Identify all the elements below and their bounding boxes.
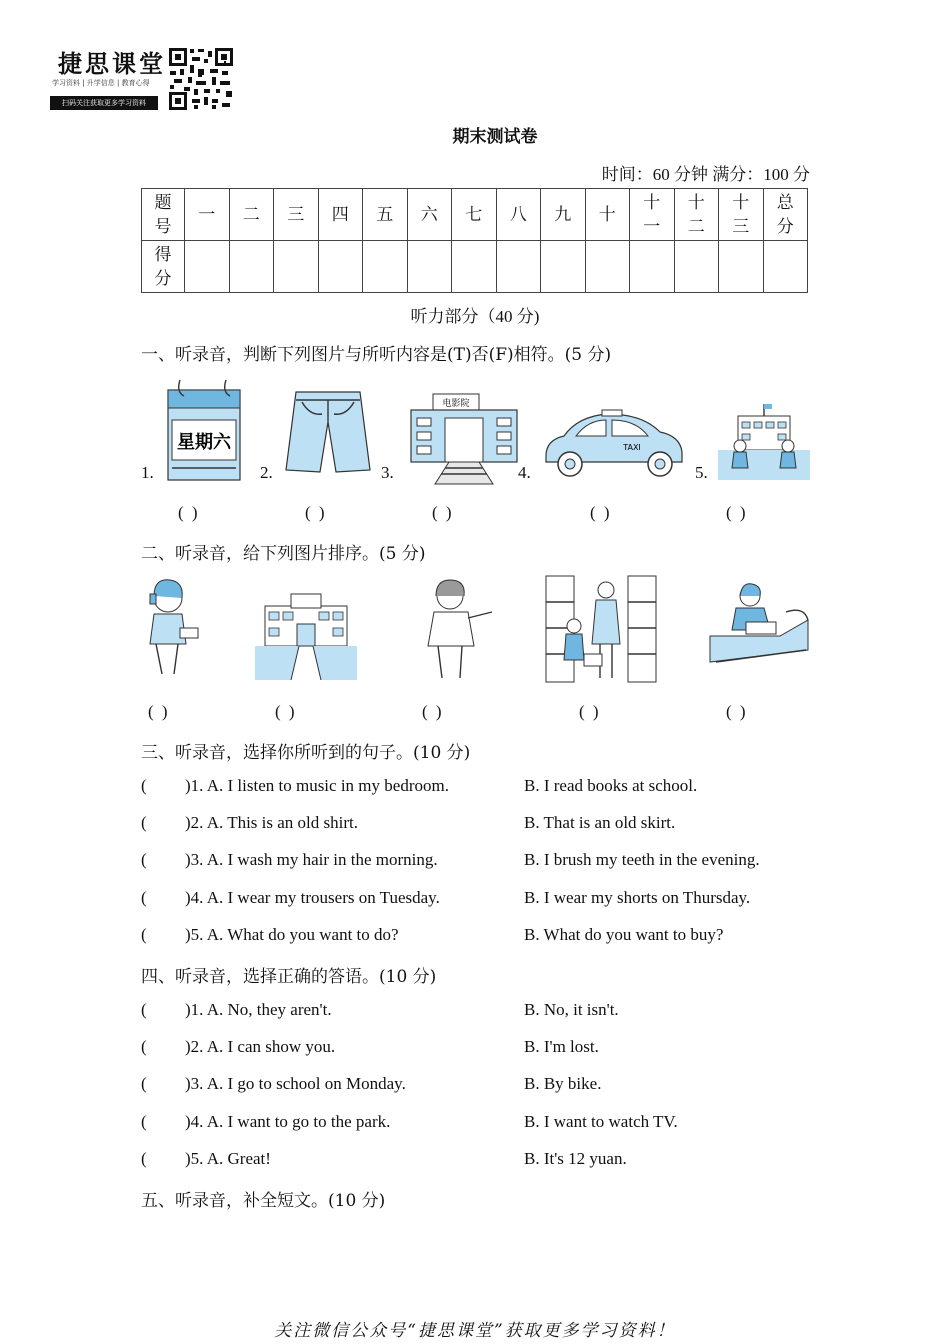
cinema-illustration xyxy=(405,392,523,484)
children-going-to-school-illustration xyxy=(718,404,810,480)
row-label-cell xyxy=(142,241,185,293)
question-row xyxy=(141,888,841,912)
option-a: )1. A. I listen to music in my bedroom. xyxy=(185,776,449,795)
time-score-info: 时间：60 分钟 满分：100 分 xyxy=(601,165,810,184)
option-b: B. That is an old skirt. xyxy=(524,813,676,832)
col-cell: 七 xyxy=(452,189,497,241)
option-b: B. I wear my shorts on Thursday. xyxy=(524,888,751,907)
qr-code-icon xyxy=(168,47,234,111)
col-cell xyxy=(630,189,675,241)
col-cell xyxy=(719,189,764,241)
listening-part-label: 听力部分（40 分) xyxy=(410,307,540,326)
answer-paren[interactable]: ( ) xyxy=(726,702,748,721)
answer-paren-open[interactable]: ( xyxy=(141,1074,147,1093)
section-5-title: 五、听录音，补全短文。(10 分) xyxy=(141,1191,386,1211)
question-row xyxy=(141,1037,841,1061)
answer-paren[interactable]: ( ) xyxy=(432,503,454,522)
answer-paren-open[interactable]: ( xyxy=(141,1112,147,1131)
score-cell[interactable] xyxy=(363,241,408,293)
answer-paren-open[interactable]: ( xyxy=(141,1037,147,1056)
option-b: B. I read books at school. xyxy=(524,776,698,795)
score-table-header-row xyxy=(142,189,808,241)
picture-number: 2. xyxy=(260,463,273,482)
score-cell[interactable] xyxy=(719,241,764,293)
answer-paren-open[interactable]: ( xyxy=(141,813,147,832)
option-b: B. No, it isn't. xyxy=(524,1000,619,1019)
score-cell[interactable] xyxy=(229,241,274,293)
score-cell[interactable] xyxy=(407,241,452,293)
section-2-title: 二、听录音，给下列图片排序。(5 分) xyxy=(141,544,426,564)
answer-paren-open[interactable]: ( xyxy=(141,776,147,795)
option-b: B. I brush my teeth in the evening. xyxy=(524,850,760,869)
col-cell xyxy=(674,189,719,241)
answer-paren[interactable]: ( ) xyxy=(579,702,601,721)
logo-subtitle: 学习资料 | 升学信息 | 教育心得 xyxy=(52,79,150,87)
answer-paren[interactable]: ( ) xyxy=(422,702,444,721)
score-cell[interactable] xyxy=(318,241,363,293)
school-building-illustration xyxy=(255,588,357,680)
col-cell: 二 xyxy=(229,189,274,241)
header-label: 题号 xyxy=(154,192,172,237)
calendar-text: 星期六 xyxy=(177,432,231,453)
answer-paren-open[interactable]: ( xyxy=(141,1149,147,1168)
option-b: B. What do you want to buy? xyxy=(524,925,724,944)
score-cell[interactable] xyxy=(496,241,541,293)
col-label: 十二 xyxy=(687,192,705,237)
answer-paren[interactable]: ( ) xyxy=(590,503,612,522)
option-b: B. I want to watch TV. xyxy=(524,1112,678,1131)
option-a: )4. A. I want to go to the park. xyxy=(185,1112,391,1131)
col-label: 十一 xyxy=(643,192,661,237)
option-a: )5. A. Great! xyxy=(185,1149,271,1168)
picture-number: 3. xyxy=(381,463,394,482)
score-cell[interactable] xyxy=(274,241,319,293)
question-row xyxy=(141,925,841,949)
girl-with-headphones-illustration xyxy=(140,578,210,680)
option-a: )2. A. This is an old shirt. xyxy=(185,813,358,832)
question-row xyxy=(141,850,841,874)
logo-title: 捷思课堂 xyxy=(58,49,166,78)
answer-paren[interactable]: ( ) xyxy=(148,702,170,721)
col-cell: 六 xyxy=(407,189,452,241)
cinema-sign-text: 电影院 xyxy=(442,399,470,409)
question-row xyxy=(141,1112,841,1136)
col-cell: 三 xyxy=(274,189,319,241)
page-title: 期末测试卷 xyxy=(452,127,538,147)
question-row xyxy=(141,813,841,837)
logo-banner: 扫码关注获取更多学习资料 xyxy=(50,96,158,110)
col-label: 十三 xyxy=(732,192,750,237)
score-cell[interactable] xyxy=(185,241,230,293)
header-label-cell xyxy=(142,189,185,241)
shopping-mother-child-illustration xyxy=(546,576,656,682)
girl-on-bed-illustration xyxy=(706,584,810,676)
option-a: )3. A. I go to school on Monday. xyxy=(185,1074,406,1093)
taxi-illustration xyxy=(542,410,688,478)
col-cell xyxy=(763,189,808,241)
col-cell: 五 xyxy=(363,189,408,241)
section-3-title: 三、听录音，选择你所听到的句子。(10 分) xyxy=(141,743,471,763)
col-cell: 八 xyxy=(496,189,541,241)
answer-paren[interactable]: ( ) xyxy=(305,503,327,522)
answer-paren-open[interactable]: ( xyxy=(141,925,147,944)
score-cell[interactable] xyxy=(585,241,630,293)
answer-paren[interactable]: ( ) xyxy=(726,503,748,522)
question-row xyxy=(141,1074,841,1098)
score-table xyxy=(141,188,808,293)
answer-paren-open[interactable]: ( xyxy=(141,1000,147,1019)
score-cell[interactable] xyxy=(630,241,675,293)
answer-paren[interactable]: ( ) xyxy=(275,702,297,721)
calendar-saturday-illustration xyxy=(160,376,250,482)
score-cell[interactable] xyxy=(541,241,586,293)
answer-paren-open[interactable]: ( xyxy=(141,850,147,869)
footer-note: 关注微信公众号“捷思课堂”获取更多学习资料！ xyxy=(274,1321,676,1341)
option-a: )2. A. I can show you. xyxy=(185,1037,336,1056)
col-cell: 一 xyxy=(185,189,230,241)
question-row xyxy=(141,1149,841,1173)
question-row xyxy=(141,776,841,800)
question-row xyxy=(141,1000,841,1024)
col-cell: 九 xyxy=(541,189,586,241)
option-b: B. By bike. xyxy=(524,1074,602,1093)
score-cell[interactable] xyxy=(452,241,497,293)
answer-paren-open[interactable]: ( xyxy=(141,888,147,907)
option-a: )5. A. What do you want to do? xyxy=(185,925,399,944)
option-b: B. I'm lost. xyxy=(524,1037,599,1056)
section-4-title: 四、听录音，选择正确的答语。(10 分) xyxy=(141,967,437,987)
option-a: )1. A. No, they aren't. xyxy=(185,1000,332,1019)
col-cell: 十 xyxy=(585,189,630,241)
score-cell[interactable] xyxy=(674,241,719,293)
picture-number: 5. xyxy=(695,463,708,482)
answer-paren[interactable]: ( ) xyxy=(178,503,200,522)
score-table-score-row xyxy=(142,241,808,293)
row-label: 得分 xyxy=(154,244,172,289)
option-a: )3. A. I wash my hair in the morning. xyxy=(185,850,438,869)
option-a: )4. A. I wear my trousers on Tuesday. xyxy=(185,888,440,907)
score-cell[interactable] xyxy=(763,241,808,293)
taxi-text: TAXI xyxy=(623,443,641,452)
col-label: 总分 xyxy=(776,192,794,237)
option-b: B. It's 12 yuan. xyxy=(524,1149,627,1168)
col-cell: 四 xyxy=(318,189,363,241)
girl-in-coat-illustration xyxy=(420,578,496,682)
shorts-illustration xyxy=(284,388,372,478)
picture-number: 4. xyxy=(518,463,531,482)
picture-number: 1. xyxy=(141,463,154,482)
section-1-title: 一、听录音，判断下列图片与所听内容是(T)否(F)相符。(5 分) xyxy=(141,345,612,365)
